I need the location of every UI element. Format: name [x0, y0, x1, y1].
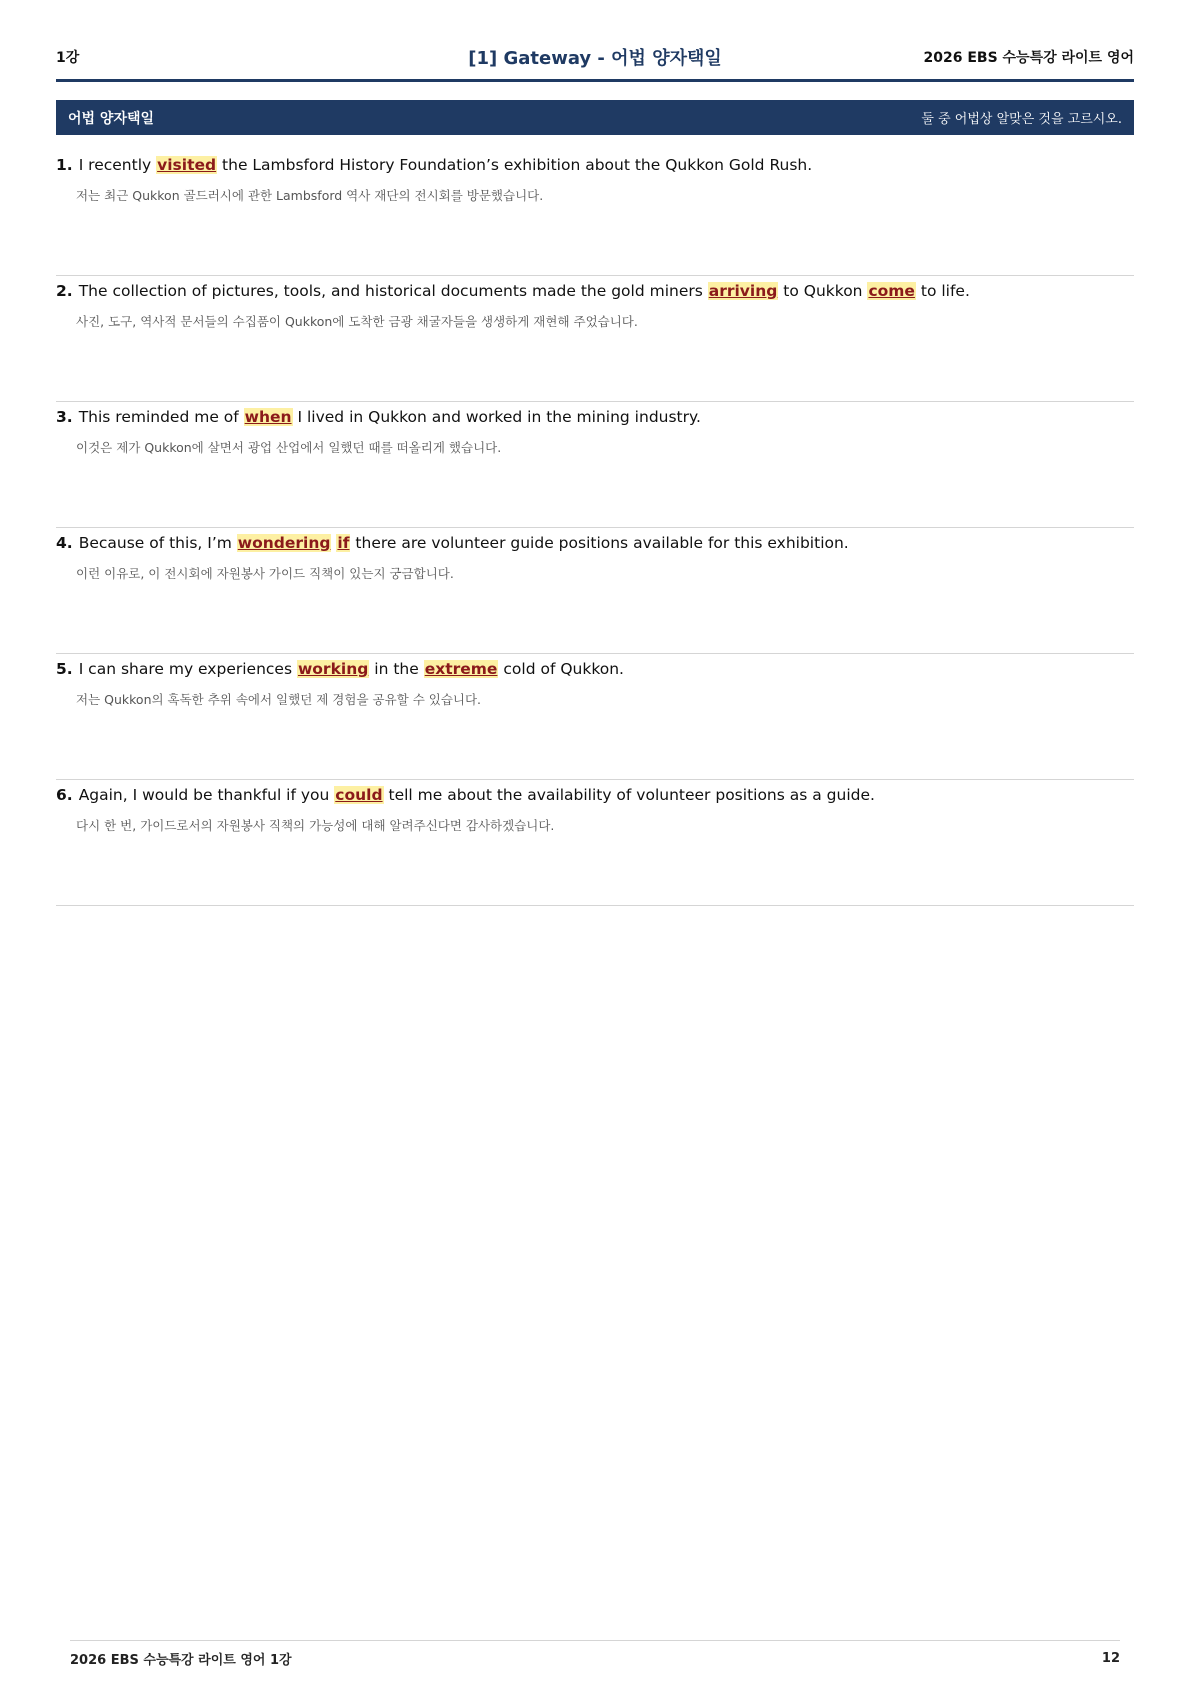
page-number: 12	[1101, 1651, 1120, 1666]
question-list	[56, 150, 1134, 906]
question-translation: 사진, 도구, 역사적 문서들의 수집품이 Qukkon에 도착한 금광 채굴자들을 생생하게 재현해 주었습니다.	[76, 314, 638, 329]
question-number: 6.	[56, 786, 73, 804]
question-translation: 저는 Qukkon의 혹독한 추위 속에서 일했던 제 경험을 공유할 수 있습니다.	[76, 692, 482, 707]
grammar-choice[interactable]: wondering	[237, 534, 331, 552]
sentence-text: I recently	[78, 156, 157, 174]
sentence-text: The collection of pictures, tools, and historical documents made the gold miners	[78, 282, 708, 300]
grammar-choice[interactable]: could	[335, 786, 383, 804]
page-title: [1] Gateway - 어법 양자택일	[468, 48, 722, 69]
question-number: 2.	[56, 282, 73, 300]
grammar-choice[interactable]: arriving	[708, 282, 778, 300]
section-bar	[56, 100, 1134, 135]
question-number: 3.	[56, 408, 73, 426]
sentence-text: there are volunteer guide positions available for this exhibition.	[350, 534, 849, 552]
section-title: 어법 양자택일	[68, 110, 155, 127]
question-item	[56, 528, 1134, 654]
question-sentence	[56, 153, 1134, 177]
question-number: 4.	[56, 534, 73, 552]
section-instruction: 둘 중 어법상 알맞은 것을 고르시오.	[921, 112, 1122, 127]
question-translation: 저는 최근 Qukkon 골드러시에 관한 Lambsford 역사 재단의 전시회를 방문했습니다.	[76, 188, 544, 203]
sentence-text: to life.	[915, 282, 970, 300]
question-number: 1.	[56, 156, 73, 174]
sentence-text: Because of this, I’m	[78, 534, 237, 552]
sentence-text: tell me about the availability of volunteer positions as a guide.	[383, 786, 875, 804]
question-item	[56, 150, 1134, 276]
grammar-choice[interactable]: extreme	[424, 660, 498, 678]
sentence-text: I can share my experiences	[78, 660, 297, 678]
page-header	[56, 44, 1134, 82]
question-item	[56, 276, 1134, 402]
question-translation: 이런 이유로, 이 전시회에 자원봉사 가이드 직책이 있는지 궁금합니다.	[76, 566, 454, 581]
grammar-choice[interactable]: working	[297, 660, 369, 678]
sentence-text: Again, I would be thankful if you	[78, 786, 335, 804]
question-sentence	[56, 279, 1134, 303]
sentence-text: cold of Qukkon.	[498, 660, 624, 678]
grammar-choice[interactable]: come	[868, 282, 915, 300]
question-number: 5.	[56, 660, 73, 678]
footer-book-title: 2026 EBS 수능특강 라이트 영어 1강	[70, 1653, 292, 1668]
sentence-text: to Qukkon	[778, 282, 868, 300]
question-translation: 이것은 제가 Qukkon에 살면서 광업 산업에서 일했던 때를 떠올리게 했습니다.	[76, 440, 502, 455]
grammar-choice[interactable]: visited	[157, 156, 217, 174]
question-sentence	[56, 783, 1134, 807]
lesson-label: 1강	[56, 49, 80, 66]
question-sentence	[56, 405, 1134, 429]
question-item	[56, 402, 1134, 528]
grammar-choice[interactable]: if	[337, 534, 350, 552]
question-item	[56, 780, 1134, 906]
sentence-text: in the	[369, 660, 424, 678]
question-sentence	[56, 657, 1134, 681]
question-sentence	[56, 531, 1134, 555]
question-translation: 다시 한 번, 가이드로서의 자원봉사 직책의 가능성에 대해 알려주신다면 감사하겠습니다.	[76, 818, 555, 833]
grammar-choice[interactable]: when	[244, 408, 292, 426]
question-item	[56, 654, 1134, 780]
sentence-text: I lived in Qukkon and worked in the mining industry.	[292, 408, 701, 426]
sentence-text: This reminded me of	[78, 408, 244, 426]
page-footer	[70, 1640, 1120, 1670]
book-title: 2026 EBS 수능특강 라이트 영어	[923, 49, 1134, 66]
sentence-text: the Lambsford History Foundation’s exhibition about the Qukkon Gold Rush.	[217, 156, 813, 174]
